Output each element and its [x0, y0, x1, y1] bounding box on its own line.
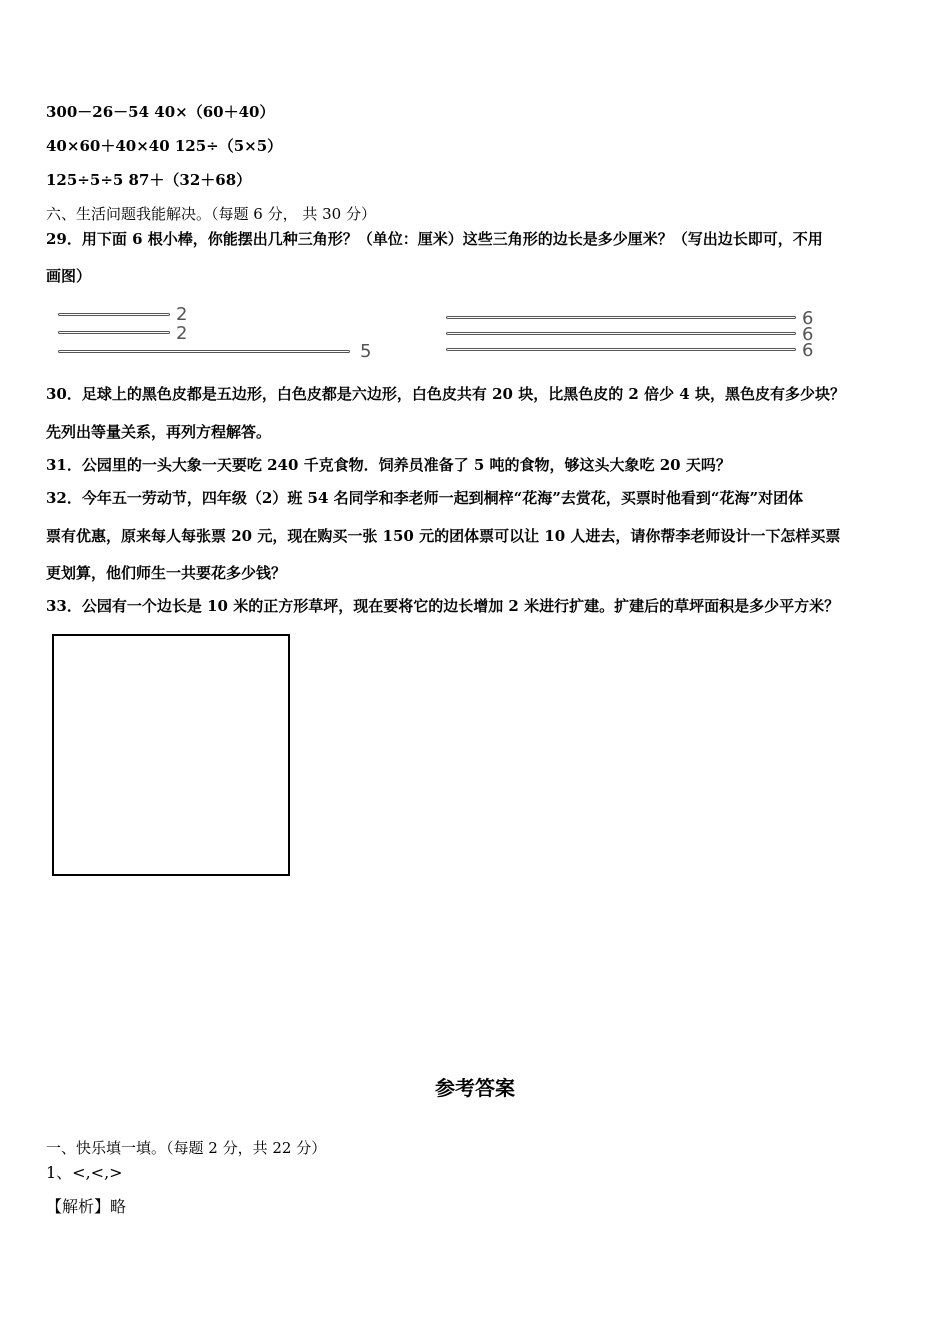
stick-6 — [446, 348, 796, 351]
stick-6-length: 6 — [802, 340, 814, 361]
q29-line-1: 29．用下面 6 根小棒，你能摆出几种三角形？（单位：厘米）这些三角形的边长是多少厘米？（写出边长即可，不用 — [46, 230, 823, 248]
answers-heading: 参考答案 — [435, 1076, 515, 1100]
lawn-square-figure — [52, 634, 290, 876]
section-6-title: 六、生活问题我能解决。（每题 6 分， 共 30 分） — [46, 205, 376, 223]
stick-5 — [446, 332, 796, 335]
stick-4-length: 6 — [802, 308, 814, 329]
q32-line-2: 票有优惠，原来每人每张票 20 元，现在购买一张 150 元的团体票可以让 10 人进去，请你帮李老师设计一下怎样买票 — [46, 527, 841, 545]
q30-line-2: 先列出等量关系，再列方程解答。 — [46, 423, 272, 441]
answers-section-1-title: 一、快乐填一填。（每题 2 分，共 22 分） — [46, 1139, 327, 1157]
stick-1 — [58, 313, 170, 316]
stick-1-length: 2 — [176, 304, 188, 325]
calc-line-2: 40×60＋40×40 125÷（5×5） — [46, 137, 283, 155]
stick-3-length: 5 — [360, 341, 372, 362]
stick-3 — [58, 350, 350, 353]
answer-1: 1、<,<,> — [46, 1163, 123, 1182]
stick-4 — [446, 316, 796, 319]
q33: 33．公园有一个边长是 10 米的正方形草坪，现在要将它的边长增加 2 米进行扩建。扩建后的草坪面积是多少平方米？ — [46, 597, 840, 615]
answer-1-analysis: 【解析】略 — [46, 1197, 127, 1216]
stick-2 — [58, 331, 170, 334]
calc-line-1: 300－26－54 40×（60＋40） — [46, 103, 275, 121]
q31: 31．公园里的一头大象一天要吃 240 千克食物．饲养员准备了 5 吨的食物，够这头大象吃 20 天吗？ — [46, 456, 731, 474]
stick-5-length: 6 — [802, 324, 814, 345]
q29-line-2: 画图） — [46, 267, 92, 285]
q32-line-1: 32．今年五一劳动节，四年级（2）班 54 名同学和李老师一起到桐梓“花海”去赏花，买票时他看到“花海”对团体 — [46, 489, 804, 507]
q30-line-1: 30．足球上的黑色皮都是五边形，白色皮都是六边形，白色皮共有 20 块，比黑色皮的 2 倍少 4 块，黑色皮有多少块？ — [46, 385, 845, 403]
q32-line-3: 更划算，他们师生一共要花多少钱？ — [46, 564, 287, 582]
stick-2-length: 2 — [176, 323, 188, 344]
calc-line-3: 125÷5÷5 87＋（32＋68） — [46, 171, 252, 189]
